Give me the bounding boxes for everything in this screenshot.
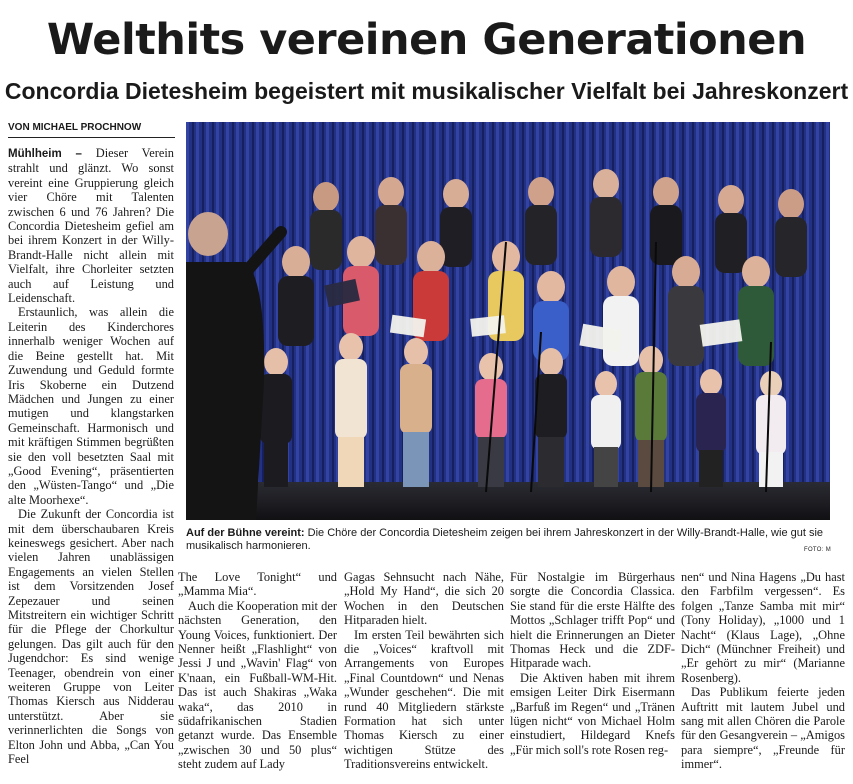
paragraph bbox=[8, 146, 174, 305]
article-column-4 bbox=[510, 570, 675, 778]
photo-caption bbox=[186, 527, 834, 553]
caption-lead: Auf der Bühne vereint: bbox=[186, 527, 305, 539]
photo-credit: FOTO: M bbox=[804, 547, 831, 553]
paragraph: The Love Tonight“ und „Mamma Mia“. bbox=[178, 570, 337, 599]
article-column-5 bbox=[681, 570, 845, 778]
article-subheadline: Concordia Dietesheim begeistert mit musikalischer Vielfalt bei Jahreskonzert bbox=[4, 78, 849, 104]
choir-photo-illustration bbox=[186, 122, 830, 520]
paragraph: Die Zukunft der Concordia ist mit dem überschaubaren Kreis keineswegs gesichert. Aber nach vielen Jahren unablässigen Engagements an vielen Stellen ist dem Vorsitzenden Josef Zepezauer und seinen Mitstreitern ein wichtiger Schritt für die Pflege der Chorkultur gelungen. Das gilt auch für den Jugendchor: Es sind wenige Teenager, obendrein von einer weiteren Gruppe von Leiter Thomas Kiersch aus Nidderau unterstützt. Aber sie verinnerlichten die Songs von Elton John und Abba, „Can You Feel bbox=[8, 507, 174, 767]
paragraph: Gagas Sehnsucht nach Nähe, „Hold My Hand“, die sich 20 Wochen in den Deutschen Hitparaden hielt. bbox=[344, 570, 504, 628]
article-column-3 bbox=[344, 570, 504, 778]
paragraph: Das Publikum feierte jeden Auftritt mit lautem Jubel und sang mit allen Chören die Parole für den Gesangverein – „Amigos para siempre“, „Freunde für immer“. bbox=[681, 685, 845, 772]
paragraph: Im ersten Teil bewährten sich die „Voices“ kraftvoll mit Arrangements von Europes „Final Countdown“ und Nenas „Wunder geschehen“. Die mit rund 40 Mitgliedern stärkste Formation hat sich unter Thomas Kiersch zu einer wichtigen Stütze des Traditionsvereins entwickelt. bbox=[344, 627, 504, 772]
choir-photo bbox=[186, 122, 830, 520]
paragraph: Die Aktiven haben mit ihrem emsigen Leiter Dirk Eisermann „Barfuß im Regen“ und „Tränen lügen nicht“ von Michael Holm einstudiert, Hildegard Knefs „Für mich soll's rote Rosen reg- bbox=[510, 670, 675, 757]
paragraph: Erstaunlich, was allein die Leiterin des Kinderchores innerhalb weniger Wochen auf die Beine gestellt hat. Mit Zuwendung und Geduld formte Iris Skoberne ein Dutzend Mädchen und Jungen zu einer mutigen und klangstarken Gemeinschaft. Harmonisch und mit kräftigen Stimmen begrüßten sie den voll besetzten Saal mit „Good Evening“, präsentierten den „Wüsten-Tango“ und „Die alte Moorhexe“. bbox=[8, 305, 174, 507]
dateline: Mühlheim – bbox=[8, 148, 82, 160]
paragraph: Auch die Kooperation mit der nächsten Generation, den Young Voices, funktioniert. Der Nenner heißt „Flashlight“ von Jessi J und „Wavin' Flag“ von K'naan, ein Fußball-WM-Hit. Das ist auch Shakiras „Waka waka“, das 2010 in südafrikanischen Stadien getanzt wurde. Das Ensemble „zwischen 30 und 50 plus“ steht zudem auf Lady bbox=[178, 598, 337, 772]
article-headline: Welthits vereinen Generationen bbox=[46, 15, 807, 65]
paragraph: Für Nostalgie im Bürgerhaus sorgte die Concordia Classica. Sie stand für die erste Hälfte des Mottos „Schlager trifft Pop“ und hielt die Erinnerungen an Dieter Thomas Heck und die ZDF-Hitparade wach. bbox=[510, 570, 675, 671]
byline: VON MICHAEL PROCHNOW bbox=[8, 120, 175, 138]
paragraph-text: Dieser Verein strahlt und glänzt. Wo sonst vereint eine Gruppierung gleich vier Chöre mit Talenten zwischen 6 und 76 Jahren? Die Concordia Dietesheim gefiel am bei ihrem Konzert in der Willy-Brandt-Halle nicht allein mit Vielfalt, ihre Chorleiter setzten auch auf Leistung und Leidenschaft. bbox=[8, 146, 174, 306]
paragraph: nen“ und Nina Hagens „Du hast den Farbfilm vergessen“. Es folgen „Tanze Samba mit mir“ (Tony Holiday), „1000 und 1 Nacht“ (Klaus Lage), „Ohne Dich“ (Münchner Freiheit) und „Er gehört zu mir“ (Marianne Rosenberg). bbox=[681, 570, 845, 685]
caption-text: Die Chöre der Concordia Dietesheim zeigen bei ihrem Jahreskonzert in der Willy-Brandt-Halle, wie gut sie musikalisch harmonieren. bbox=[186, 527, 824, 552]
article-column-2 bbox=[178, 570, 337, 778]
article-column-1 bbox=[8, 146, 174, 778]
